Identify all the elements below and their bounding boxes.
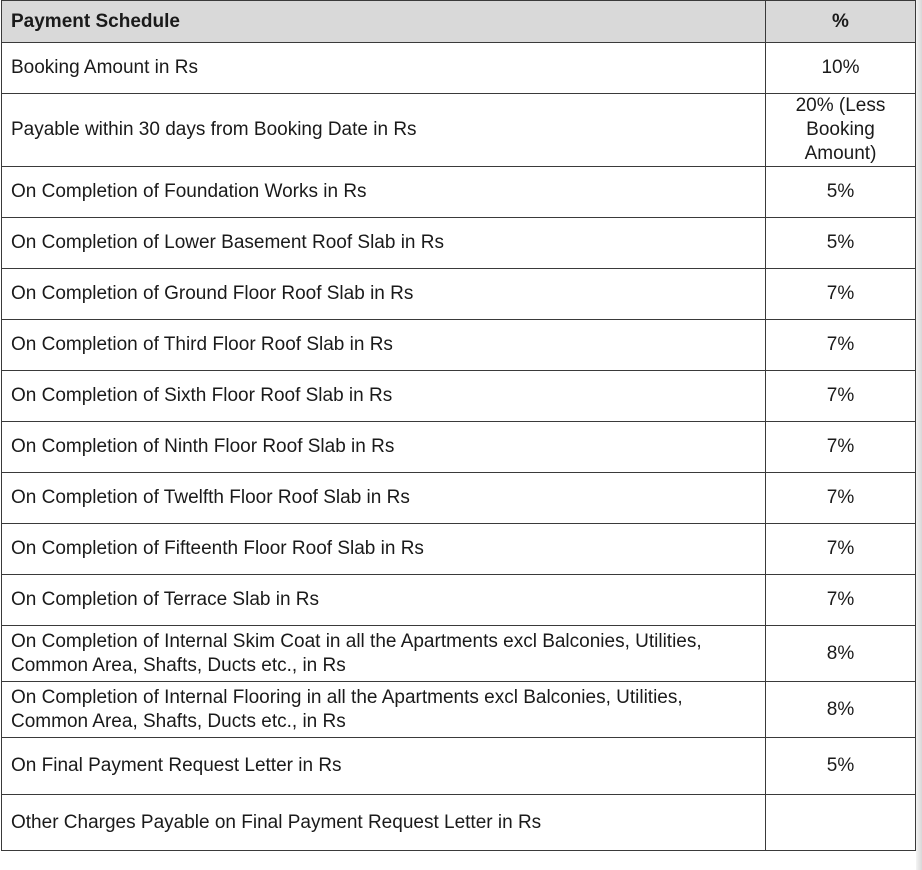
row-label: On Final Payment Request Letter in Rs: [2, 738, 766, 795]
row-percent: 10%: [766, 43, 916, 94]
table-row: [2, 422, 916, 473]
row-label: On Completion of Twelfth Floor Roof Slab in Rs: [2, 473, 766, 524]
row-percent: 8%: [766, 626, 916, 682]
row-percent: [766, 795, 916, 851]
payment-schedule-table: [1, 0, 916, 851]
table-row: [2, 524, 916, 575]
row-percent: 5%: [766, 218, 916, 269]
row-label: On Completion of Terrace Slab in Rs: [2, 575, 766, 626]
row-percent: 5%: [766, 167, 916, 218]
table-row: [2, 269, 916, 320]
row-label: On Completion of Fifteenth Floor Roof Slab in Rs: [2, 524, 766, 575]
table-row: [2, 371, 916, 422]
row-label: On Completion of Foundation Works in Rs: [2, 167, 766, 218]
row-label: Booking Amount in Rs: [2, 43, 766, 94]
row-percent: 7%: [766, 575, 916, 626]
row-label: On Completion of Sixth Floor Roof Slab in Rs: [2, 371, 766, 422]
table-row: [2, 795, 916, 851]
table-row: [2, 218, 916, 269]
row-percent: [766, 94, 916, 167]
row-label: Payable within 30 days from Booking Date in Rs: [2, 94, 766, 167]
table-row: [2, 167, 916, 218]
header-payment-schedule: Payment Schedule: [2, 1, 766, 43]
row-percent: 7%: [766, 524, 916, 575]
row-percent-text: 20% (Less Booking Amount): [795, 95, 886, 164]
header-percent: %: [766, 1, 916, 43]
table-row: [2, 320, 916, 371]
row-percent: 7%: [766, 320, 916, 371]
table-row: [2, 575, 916, 626]
row-label: On Completion of Ground Floor Roof Slab in Rs: [2, 269, 766, 320]
row-percent: 8%: [766, 682, 916, 738]
page-edge-shadow: [916, 0, 922, 870]
row-label: On Completion of Internal Skim Coat in all the Apartments excl Balconies, Utilities, Common Area, Shafts, Ducts etc., in Rs: [2, 626, 766, 682]
row-percent: 5%: [766, 738, 916, 795]
row-percent: 7%: [766, 269, 916, 320]
table-row: [2, 738, 916, 795]
table-row: [2, 682, 916, 738]
row-label: On Completion of Lower Basement Roof Slab in Rs: [2, 218, 766, 269]
row-percent: 7%: [766, 422, 916, 473]
row-label: On Completion of Ninth Floor Roof Slab in Rs: [2, 422, 766, 473]
table-row: [2, 626, 916, 682]
table-row: [2, 473, 916, 524]
row-label: On Completion of Third Floor Roof Slab in Rs: [2, 320, 766, 371]
row-label: Other Charges Payable on Final Payment Request Letter in Rs: [2, 795, 766, 851]
row-percent: 7%: [766, 473, 916, 524]
row-percent: 7%: [766, 371, 916, 422]
table-row: [2, 43, 916, 94]
row-label: On Completion of Internal Flooring in all the Apartments excl Balconies, Utilities, Common Area, Shafts, Ducts etc., in Rs: [2, 682, 766, 738]
table-header-row: [2, 1, 916, 43]
table-row: [2, 94, 916, 167]
